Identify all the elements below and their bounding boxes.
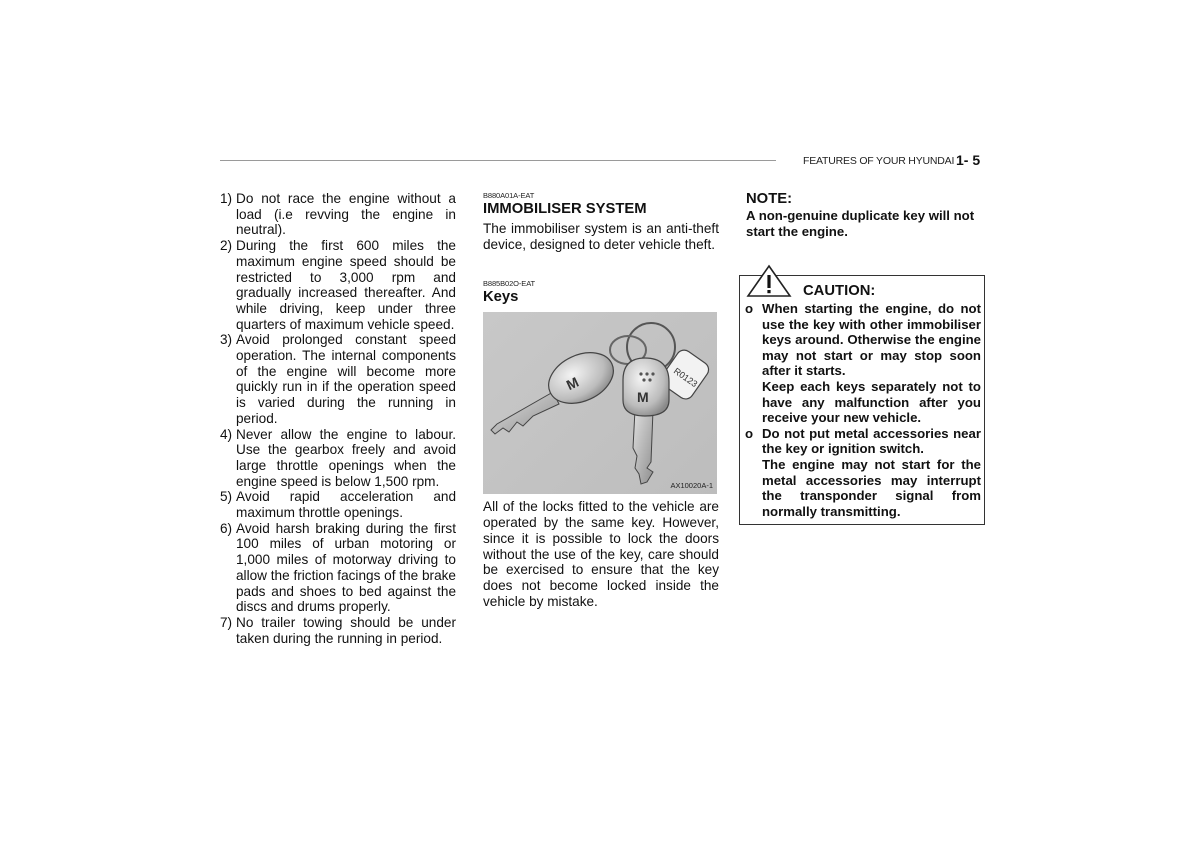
note-column <box>746 191 986 239</box>
immobiliser-text: The immobiliser system is an anti-theft device, designed to deter vehicle theft. <box>483 221 719 252</box>
running-in-list-column <box>220 191 456 646</box>
right-key <box>623 358 669 484</box>
list-item <box>220 489 456 520</box>
list-item-number: 5) <box>220 489 233 505</box>
list-item <box>220 238 456 332</box>
tag-label: R0123 <box>671 366 700 390</box>
list-item-number: 2) <box>220 238 233 254</box>
keys-drawing <box>483 312 717 494</box>
svg-text:M: M <box>637 389 649 406</box>
list-item <box>220 191 456 238</box>
immobiliser-column <box>483 191 719 609</box>
list-item <box>220 427 456 490</box>
immobiliser-section-code: B880A01A-EAT <box>483 191 535 200</box>
header-rule <box>220 160 776 161</box>
running-header: FEATURES OF YOUR HYUNDAI <box>803 155 955 167</box>
caution-item-text: Do not put metal accessories near the key or ignition switch. <box>762 425 981 457</box>
list-item-number: 1) <box>220 191 233 206</box>
keys-section-code: B885B02O-EAT <box>483 279 536 289</box>
caution-item-text-2: Keep each keys separately not to have any malfunction after you receive your new vehicle. <box>762 378 981 426</box>
caution-item-body <box>762 301 981 426</box>
immobiliser-heading: IMMOBILISER SYSTEM <box>483 201 647 217</box>
page-number: 1- 5 <box>956 152 981 168</box>
keys-heading: Keys <box>483 289 519 306</box>
list-item-text: No trailer towing should be under taken during the running in period. <box>236 614 456 646</box>
caution-title: CAUTION: <box>803 283 876 299</box>
list-item-text: Avoid prolonged constant speed operation. The internal components of the engine will become more quickly run in if the operation speed is varied during the running in period. <box>236 332 456 426</box>
caution-item-text-2: The engine may not start for the metal accessories may interrupt the transponder signal from normally transmitting. <box>762 456 981 519</box>
list-item-text: During the first 600 miles the maximum engine speed should be restricted to 3,000 rpm and gradually increased thereafter. And while driving, keep under three quarters of maximum vehicle speed. <box>236 238 456 332</box>
list-item-number: 7) <box>220 614 233 630</box>
list-item-number: 4) <box>220 426 233 442</box>
list-item-text: Avoid harsh braking during the first 100 miles of urban motoring or 1,000 miles of motorway driving to allow the friction facings of the brake pads and shoes to bed against the discs and drums properly. <box>236 520 456 615</box>
svg-text:M: M <box>563 374 582 394</box>
caution-item <box>745 426 981 520</box>
caution-item <box>745 301 981 426</box>
note-title: NOTE: <box>746 191 793 207</box>
caution-item-text: When starting the engine, do not use the key with other immobiliser keys around. Otherwise the engine may not start or may stop soon after it starts. <box>762 301 981 379</box>
list-item-text: Avoid rapid acceleration and maximum throttle openings. <box>236 489 456 521</box>
list-item-number: 3) <box>220 332 233 348</box>
list-item <box>220 615 456 646</box>
note-text: A non-genuine duplicate key will not start the engine. <box>746 208 975 239</box>
list-item <box>220 332 456 426</box>
running-in-list <box>220 191 456 646</box>
caution-bullet: o <box>745 425 754 441</box>
list-item <box>220 521 456 615</box>
warning-triangle-icon <box>746 264 792 298</box>
list-item-text: Do not race the engine without a load (i.e revving the engine in neutral). <box>236 191 456 238</box>
figure-code: AX10020A-1 <box>670 481 713 491</box>
list-item-text: Never allow the engine to labour. Use the gearbox freely and avoid large throttle openings when the engine speed is below 1,500 rpm. <box>236 426 456 489</box>
keys-text: All of the locks fitted to the vehicle are operated by the same key. However, since it is possible to lock the doors without the use of the key, care should be exercised to ensure that the key does not become locked inside the vehicle by mistake. <box>483 499 719 609</box>
list-item-number: 6) <box>220 520 233 536</box>
left-key <box>491 343 622 434</box>
caution-list <box>745 301 981 519</box>
caution-box <box>739 275 985 525</box>
caution-bullet: o <box>745 301 754 316</box>
keys-illustration <box>483 312 717 494</box>
caution-item-body <box>762 426 981 520</box>
